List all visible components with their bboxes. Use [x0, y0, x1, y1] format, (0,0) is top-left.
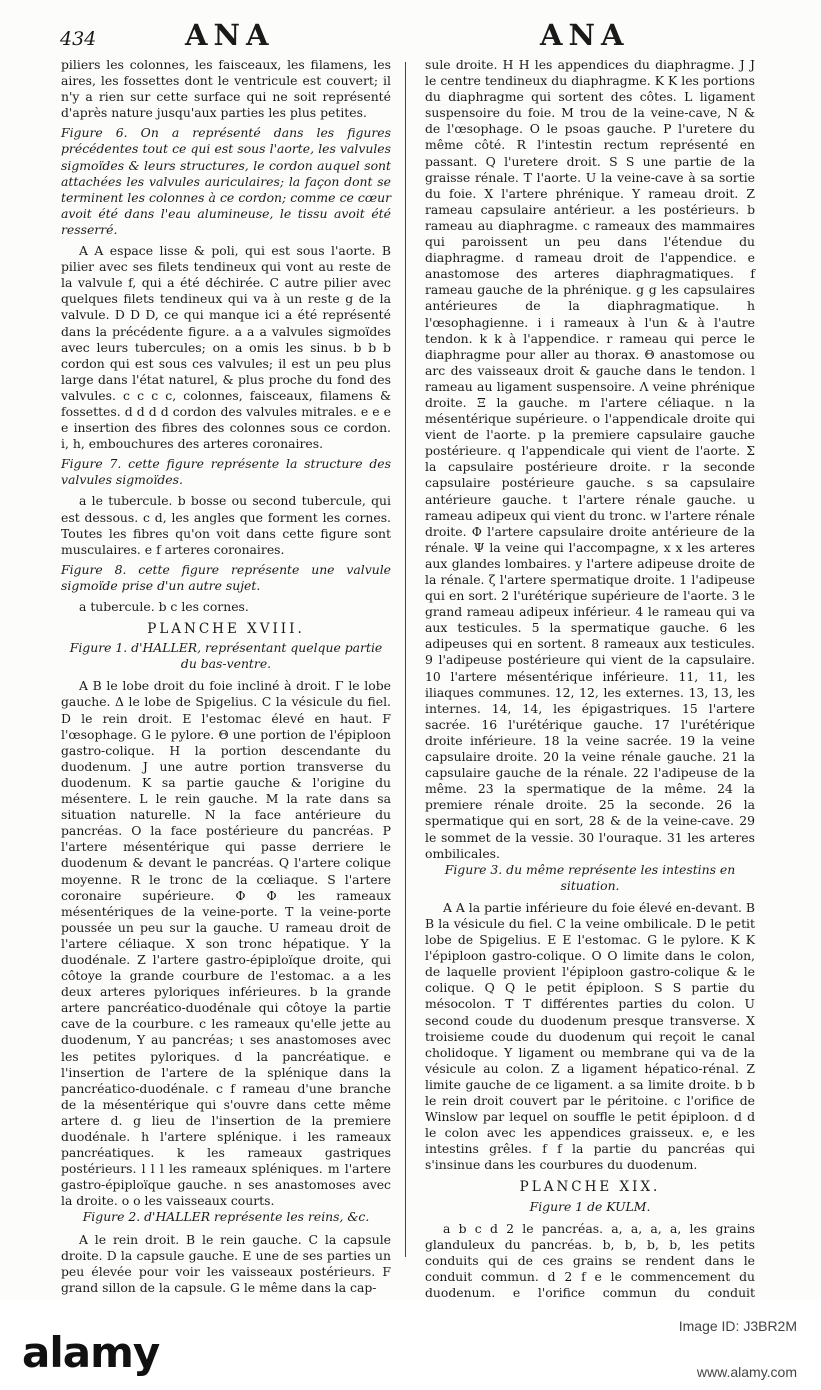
image-id: Image ID: J3BR2M [678, 1318, 797, 1334]
paragraph: a b c d 2 le pancréas. a, a, a, a, les grains glanduleux du pancréas. b, b, b, b, les petits conduits qui de ces grains se rendent dans le conduit commun. d 2 f e le commencement du duodenum. e l'orifice commun du conduit [425, 1220, 755, 1301]
running-title-right: ANA [540, 18, 630, 52]
paragraph: a tubercule. b c les cornes. [79, 599, 249, 614]
paragraph: a le tubercule. b bosse ou second tubercule, qui est dessous. c d, les angles que forment les cornes. Toutes les fibres qu'on voit dans cette figure sont musculaires. e f arteres coronaires. [61, 493, 391, 557]
plate-19-figure-1-title: Figure 1 de KULM. [529, 1198, 651, 1214]
stock-footer [0, 1300, 821, 1390]
paragraph: A le rein droit. B le rein gauche. C la capsule droite. D la capsule gauche. E une de ses parties un peu élevée pour voir les vaisseaux postérieurs. F grand sillon de la capsule. G le même dans la cap- [61, 1231, 391, 1295]
figure-6-caption: Figure 6. On a représenté dans les figures précédentes tout ce qui est sous l'aorte, les valvules sigmoïdes & leurs structures, le cordon auquel sont attachées les valvules auriculaires; la façon dont se terminent les colonnes à ce cordon; comme ce cœur avoit été dans l'eau alumineuse, le tissu avoit été resserré. [61, 125, 391, 237]
site-url: www.alamy.com [696, 1364, 797, 1380]
running-title-left: ANA [185, 18, 275, 52]
paragraph: A B le lobe droit du foie incliné à droit. Γ le lobe gauche. Δ le lobe de Spigelius. C la vésicule du fiel. D le rein droit. E l'estomac élevé en haut. F l'œsophage. G le pylore. Θ une portion de l'épiploon gastro-colique. H la portion descendante du duodenum. J une autre portion transverse du duodenum. K sa partie gauche & l'origine du mésentere. L le rein gauche. M la rate dans sa situation naturelle. N la face antérieure du pancréas. O la face postérieure du pancréas. P l'artere mésentérique qui passe derriere le duodenum & devant le pancréas. Q l'artere colique moyenne. R le tronc de la cœliaque. S l'artere coronaire supérieure. Φ Φ les rameaux mésentériques de la veine-porte. T la veine-porte poussée un peu sur la gauche. U rameau droit de l'artere céliaque. X son tronc hépatique. Y la duodénale. Z l'artere gastro-épiploïque droite, qui côtoye la grande courbure de l'estomac. a a les deux arteres pyloriques inférieures. b la grande artere pancréatico-duodénale qui côtoye la partie cave de la courbure. c les rameaux qu'elle jette au duodenum, Y au pancréas; ι ses anastomoses avec les petites pyloriques. d la pancréatique. e l'insertion de l'artere de la splénique dans la pancréatico-duodénale. c f rameau d'une branche de la mésentérique qui s'ouvre dans cette même artere d. g lieu de l'insertion de la premiere duodénale. h l'artere splénique. i les rameaux pancréatiques. k les rameaux gastriques postérieurs. l l l les rameaux spléniques. m l'artere gastro-épiploïque gauche. n ses anastomoses avec la droite. o o les vaisseaux courts. [61, 678, 391, 1209]
paragraph: A A la partie inférieure du foie élevé en-devant. B B la vésicule du fiel. C la veine ombilicale. D le petit lobe de Spigelius. E E l'estomac. G le pylore. K K l'épiploon gastro-colique. O O limite dans le colon, de laquelle provient l'épiploon gastro-colique & le colique. Q Q le petit épiploon. S S partie du mésocolon. T T différentes parties du colon. U second coude du duodenum presque transverse. X troisieme coude du duodenum qui reçoit le canal cholidoque. Y ligament ou membrane qui va de la vésicule au colon. Z a ligament hépatico-rénal. Z limite gauche de ce ligament. a sa limite droite. b b le rein droit couvert par le péritoine. c l'orifice de Winslow par lequel on souffle le petit épiploon. d d le colon avec les appendices graisseux. e, e les intestins grêles. f f la partie du pancréas qui s'insinue dans les courbures du duodenum. [425, 899, 755, 1173]
left-column [61, 57, 391, 1296]
figure-8-caption: Figure 8. cette figure représente une valvule sigmoïde prise d'un autre sujet. [61, 561, 391, 593]
page-number: 434 [60, 28, 97, 50]
right-column [425, 57, 755, 1317]
figure-7-caption: Figure 7. cette figure représente la structure des valvules sigmoïdes. [61, 456, 391, 488]
alamy-logo: alamy [22, 1328, 160, 1377]
figure-2-caption: Figure 2. d'HALLER représente les reins, &c. [82, 1209, 370, 1225]
paragraph: piliers les colonnes, les faisceaux, les filamens, les aires, les fossettes dont le ventricule est couvert; il n'y a rien sur cette surface qui ne soit représenté d'après nature jusqu'aux parties les plus petites. [61, 57, 391, 121]
paragraph: sule droite. H H les appendices du diaphragme. J J le centre tendineux du diaphragme. K K les portions du diaphragme qui sortent des côtes. L ligament suspensoire du foie. M trou de la veine-cave, N & de l'œsophage. O le psoas gauche. P l'uretere du même côté. R l'intestin rectum représenté en passant. Q l'uretere droit. S S une partie de la graisse rénale. T l'aorte. U la veine-cave à sa sortie du foie. X l'artere phrénique. Y rameau droit. Z rameau capsulaire antérieur. a les postérieurs. b rameau au diaphragme. c rameaux des mammaires qui paroissent un peu dans l'étendue du diaphragme. d rameau droit de l'appendice. e anastomose des arteres diaphragmatiques. f rameau gauche de la phrénique. g g les capsulaires antérieures de la diaphragmatique. h l'œsophagienne. i i rameaux à l'un & à l'autre tendon. k k à l'appendice. r rameau qui perce le diaphragme pour aller au thorax. Θ anastomose ou arc des vaisseaux droit & gauche dans le tendon. l rameau au ligament suspensoire. Λ veine phrénique droite. Ξ la gauche. m l'artere céliaque. n la mésentérique supérieure. o l'appendicale droite qui vient de l'aorte. p la premiere capsulaire gauche postérieure. q l'appendicale qui vient de l'aorte. Σ la capsulaire postérieure droite. r la seconde capsulaire postérieure gauche. s sa capsulaire antérieure gauche. t l'artere rénale gauche. u rameau adipeux qui vient du tronc. w l'artere rénale droite. Φ l'artere capsulaire droite antérieure de la rénale. Ψ la veine qui l'accompagne, x x les arteres aux glandes lombaires. y l'artere adipeuse droite de la rénale. ζ l'artere spermatique droite. 1 l'adipeuse qui en sort. 2 l'urétérique supérieure de l'aorte. 3 le grand rameau adipeux inférieur. 4 le rameau qui va aux testicules. 5 la spermatique gauche. 6 les adipeuses qui en sortent. 8 rameaux aux testicules. 9 l'adipeuse postérieure qui vient de la capsulaire. 10 l'artere mésentérique inférieure. 11, 11, les iliaques communes. 12, 12, les externes. 13, 13, les internes. 14, 14, les épigastriques. 15 l'artere sacrée. 16 l'urétérique gauche. 17 l'urétérique droite inférieure. 18 la veine sacrée. 19 la veine capsulaire droite. 20 la veine rénale gauche. 21 la capsulaire gauche de la rénale. 22 l'adipeuse de la même. 23 la spermatique de la même. 24 la premiere rénale droite. 25 la seconde. 26 la spermatique qui en sort, 28 & de la veine-cave. 29 le sommet de la vessie. 30 l'ouraque. 31 les arteres ombilicales. [425, 57, 755, 861]
paragraph: A A espace lisse & poli, qui est sous l'aorte. B pilier avec ses filets tendineux qui vont au reste de la valvule f, qui a été déchirée. C autre pilier avec quelques filets tendineux qui va à un reste g de la valvule. D D D, ce qui manque ici a été représenté dans la précédente figure. a a a valvules sigmoïdes avec leurs tubercules; on a omis les sinus. b b b cordon qui est sous ces valvules; il est un peu plus large dans l'état naturel, & plus proche du fond des valvules. c c c c, colonnes, faisceaux, filamens & fossettes. d d d d cordon des valvules mitrales. e e e e insertion des fibres des colonnes sous ce cordon. i, h, embouchures des arteres coronaires. [61, 243, 391, 452]
figure-3-caption: Figure 3. du même représente les intestins en situation. [444, 861, 736, 893]
image-meta [679, 1318, 797, 1380]
column-divider [405, 62, 406, 1257]
plate-18-figure-1-title: Figure 1. d'HALLER, représentant quelque partie du bas-ventre. [69, 640, 383, 672]
plate-18-heading: PLANCHE XVIII. [147, 621, 305, 638]
plate-19-heading: PLANCHE XIX. [519, 1179, 661, 1196]
